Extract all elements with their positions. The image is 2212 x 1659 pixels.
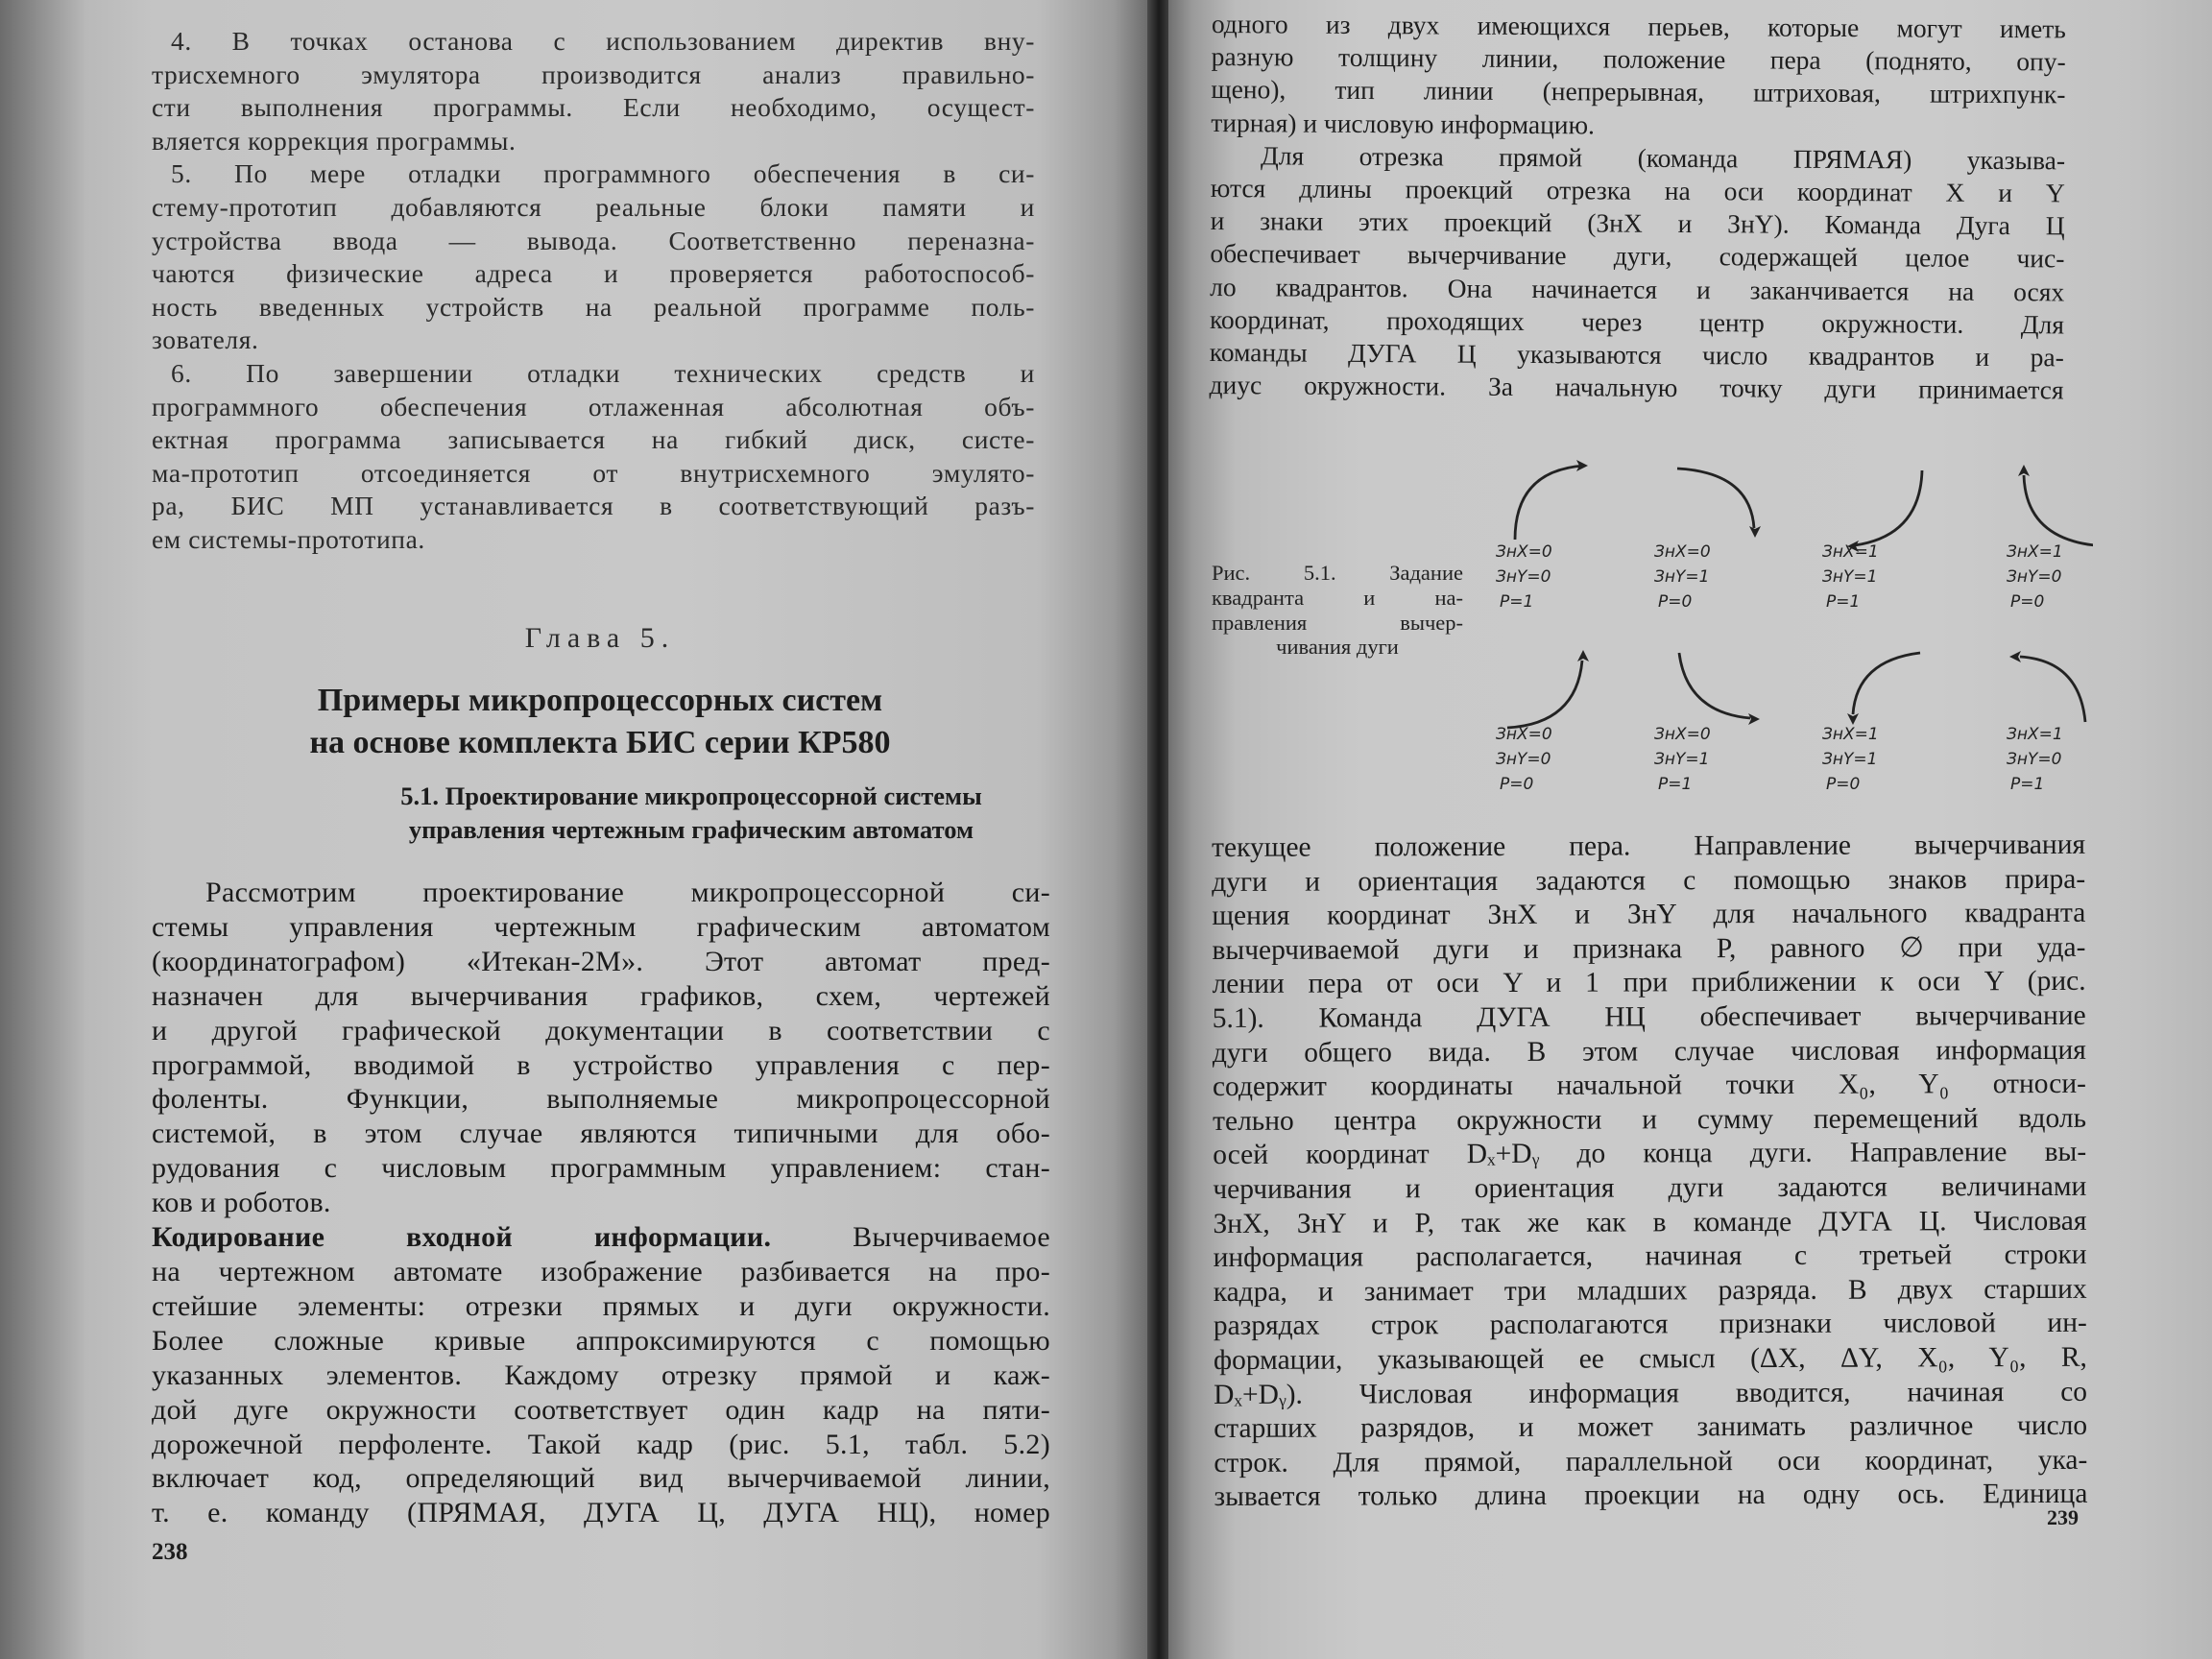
chapter-title-line: на основе комплекта БИС серии КР580 bbox=[309, 725, 891, 760]
arrowhead-icon bbox=[1577, 650, 1589, 661]
label-p: P=0 bbox=[1826, 775, 1861, 794]
arrowhead-icon bbox=[2009, 651, 2021, 662]
arc-curve bbox=[1855, 470, 1922, 545]
text-line: вляется коррекция программы. bbox=[152, 125, 517, 156]
right-bottom-text bbox=[1212, 829, 2087, 1515]
paragraph-step-5 bbox=[152, 157, 1035, 357]
text-line: вычерчиваемой дуги и признака P, равного ∅ при уда- bbox=[1212, 931, 2086, 966]
chapter-title bbox=[0, 680, 1200, 764]
chapter-label: Глава 5. bbox=[524, 622, 676, 654]
text-line: 4. В точках останова с использованием директив вну- bbox=[171, 26, 1035, 56]
text-line: стейшие элементы: отрезки прямых и дуги окружности. bbox=[152, 1289, 1050, 1322]
text-line bbox=[152, 1220, 1050, 1255]
text-line: стемы управления чертежным графическим автоматом bbox=[152, 910, 1050, 943]
text-line: назначен для вычерчивания графиков, схем, чертежей bbox=[152, 979, 1050, 1012]
text-line: 6. По завершении отладки технических средств и bbox=[171, 357, 1035, 388]
text-line: команды ДУГА Ц указываются число квадрантов и ра- bbox=[1209, 337, 2064, 373]
caption-line: чивания дуги bbox=[1276, 635, 1399, 660]
text-line: лении пера от оси Y и 1 при приближении к оси Y (рис. bbox=[1212, 966, 2086, 1000]
label-zny: ЗнY=0 bbox=[1496, 567, 1551, 587]
label-p: P=1 bbox=[1500, 592, 1534, 612]
text-line: фоленты. Функции, выполняемые микропроцессорной bbox=[152, 1083, 1050, 1116]
arc-curve bbox=[2024, 475, 2093, 545]
figure-caption bbox=[1212, 561, 1463, 660]
text-line: текущее положение пера. Направление вычерчивания bbox=[1212, 829, 2086, 863]
arrowhead-icon bbox=[1847, 713, 1859, 725]
text-line: щения координат ЗнX и ЗнY для начального квадранта bbox=[1212, 898, 2086, 932]
figure-cell bbox=[2007, 465, 2093, 612]
label-p: P=1 bbox=[2010, 775, 2045, 794]
label-zny: ЗнY=1 bbox=[1654, 750, 1710, 769]
text-line: программного обеспечения отлаженная абсолютная объ- bbox=[152, 391, 1035, 421]
text-line: строк. Для прямой, параллельной оси координат, ука- bbox=[1214, 1444, 2088, 1479]
chapter-title-line: Примеры микропроцессорных систем bbox=[317, 683, 883, 718]
text-line: обеспечивает вычерчивание дуги, содержащей целое чис- bbox=[1210, 238, 2065, 274]
label-zny: ЗнY=0 bbox=[2007, 750, 2062, 769]
text-line: дорожечной перфоленте. Такой кадр (рис. 5.1, табл. 5.2) bbox=[152, 1428, 1050, 1460]
text-line: т. е. команду (ПРЯМАЯ, ДУГА Ц, ДУГА НЦ), номер bbox=[152, 1497, 1050, 1529]
arc-curve bbox=[2020, 657, 2085, 722]
right-top-text bbox=[1209, 8, 2065, 407]
text-line: и знаки этих проекций (ЗнX и ЗнY). Команда Дуга Ц bbox=[1210, 205, 2065, 241]
text-line: тельно центра окружности и сумму перемещений вдоль bbox=[1212, 1102, 2087, 1137]
figure-cell bbox=[1496, 460, 1588, 612]
section-title-line: управления чертежным графическим автоматом bbox=[408, 815, 974, 844]
text-line: зывается только длина проекции на одну ось. Единица bbox=[1214, 1479, 2088, 1513]
label-zny: ЗнY=1 bbox=[1822, 750, 1878, 769]
text-line: информация располагается, начиная с третьей строки bbox=[1213, 1238, 2087, 1274]
text-line: разную толщину линии, положение пера (поднято, опу- bbox=[1211, 41, 2066, 77]
text-line: Более сложные кривые аппроксимируются с помощью bbox=[152, 1324, 1050, 1357]
figure-cell bbox=[1654, 469, 1761, 612]
figure-cell bbox=[1822, 653, 1920, 794]
text-line: ма-прототип отсоединяется от внутрисхемного эмулято- bbox=[152, 457, 1035, 488]
arrowhead-icon bbox=[2018, 465, 2030, 476]
label-zny: ЗнY=1 bbox=[1822, 567, 1878, 587]
text-line: 5.1). Команда ДУГА НЦ обеспечивает вычерчивание bbox=[1212, 999, 2086, 1034]
text-line: сти выполнения программы. Если необходимо, осущест- bbox=[152, 92, 1035, 123]
caption-line: Рис. 5.1. Задание bbox=[1212, 561, 1463, 585]
label-p: P=1 bbox=[1826, 592, 1861, 612]
text-line: Dₓ+Dᵧ). Числовая информация вводится, начиная со bbox=[1213, 1376, 2088, 1410]
left-body-text bbox=[152, 876, 1050, 1530]
paragraph-intro bbox=[152, 876, 1050, 1220]
text-line: устройства ввода — вывода. Соответственно переназна- bbox=[152, 225, 1035, 255]
page-number-left: 238 bbox=[152, 1539, 188, 1565]
text-line: ектная программа записывается на гибкий диск, систе- bbox=[152, 424, 1035, 455]
text-line: системой, в этом случае являются типичными для обо- bbox=[152, 1118, 1050, 1150]
label-zny: ЗнY=0 bbox=[2007, 567, 2062, 587]
label-znx: ЗнX=0 bbox=[1654, 725, 1711, 744]
text-line: ЗнX, ЗнY и P, так же как в команде ДУГА Ц. Числовая bbox=[1213, 1205, 2087, 1239]
coding-heading-rest: Вычерчиваемое bbox=[771, 1221, 1050, 1254]
label-p: P=1 bbox=[1658, 775, 1693, 794]
label-znx: ЗнX=1 bbox=[2007, 542, 2063, 562]
caption-line: квадранта и на- bbox=[1212, 585, 1463, 610]
caption-line: правления вычер- bbox=[1212, 610, 1463, 635]
text-line: кадра, и занимает три младших разряда. В двух старших bbox=[1213, 1273, 2087, 1308]
label-znx: ЗнX=0 bbox=[1496, 542, 1552, 562]
text-line: чаются физические адреса и проверяется работоспособ- bbox=[152, 258, 1035, 289]
coding-heading: Кодирование входной информации. bbox=[152, 1221, 772, 1254]
arc-direction-figure bbox=[1479, 442, 2093, 816]
text-line: указанных элементов. Каждому отрезку прямой и каж- bbox=[152, 1358, 1050, 1391]
label-znx: ЗнX=0 bbox=[1654, 542, 1711, 562]
text-line: Рассмотрим проектирование микропроцессорной си- bbox=[205, 877, 1050, 908]
text-line: включает код, определяющий вид вычерчиваемой линии, bbox=[152, 1462, 1050, 1495]
paragraph-coding bbox=[152, 1220, 1050, 1530]
text-line: щено), тип линии (непрерывная, штриховая, штрихпунк- bbox=[1211, 74, 2066, 109]
label-p: P=0 bbox=[1500, 775, 1534, 794]
text-line: дуги и ориентация задаются с помощью знаков прира- bbox=[1212, 863, 2086, 898]
text-line: ра, БИС МП устанавливается в соответствующий разъ- bbox=[152, 491, 1035, 521]
arc-curve bbox=[1853, 653, 1920, 714]
text-line: содержит координаты начальной точки X₀, Y₀ относи- bbox=[1212, 1068, 2086, 1103]
text-line: тирная) и числовую информацию. bbox=[1211, 107, 1596, 140]
text-line: координат, проходящих через центр окружности. Для bbox=[1209, 303, 2065, 340]
text-line: 5. По мере отладки программного обеспечения в си- bbox=[171, 158, 1035, 189]
text-line: рудования с числовым программным управлением: стан- bbox=[152, 1152, 1050, 1185]
left-top-paragraphs bbox=[152, 25, 1035, 557]
label-zny: ЗнY=0 bbox=[1496, 750, 1551, 769]
arc-curve bbox=[1507, 661, 1582, 728]
page-number-right: 239 bbox=[2047, 1505, 2079, 1529]
arc-curve bbox=[1515, 466, 1584, 540]
arc-curve bbox=[1677, 469, 1754, 528]
figure-cell bbox=[2007, 651, 2085, 794]
section-title bbox=[144, 780, 1238, 847]
text-line: (координатографом) «Итекан-2М». Этот автомат пред- bbox=[152, 945, 1050, 977]
text-line: ются длины проекций отрезка на оси координат X и Y bbox=[1210, 173, 2065, 208]
section-title-line: 5.1. Проектирование микропроцессорной системы bbox=[400, 781, 982, 810]
label-p: P=0 bbox=[2010, 592, 2045, 612]
text-line: ем системы-прототипа. bbox=[152, 523, 425, 554]
figure-cell bbox=[1496, 650, 1589, 794]
label-zny: ЗнY=1 bbox=[1654, 567, 1710, 587]
text-line: Для отрезка прямой (команда ПРЯМАЯ) указыва- bbox=[1260, 140, 2066, 176]
text-line: черчивания и ориентация дуги задаются величинами bbox=[1213, 1170, 2087, 1205]
text-line: на чертежном автомате изображение разбивается на про- bbox=[152, 1255, 1050, 1287]
text-line: трисхемного эмулятора производится анализ правильно- bbox=[152, 59, 1035, 89]
label-znx: ЗнX=1 bbox=[1822, 542, 1879, 562]
text-line: одного из двух имеющихся перьев, которые могут иметь bbox=[1211, 8, 2066, 44]
text-line: дуги общего вида. В этом случае числовая информация bbox=[1212, 1034, 2086, 1069]
text-line: разрядах строк располагаются признаки числовой ин- bbox=[1213, 1308, 2087, 1342]
text-line: стему-прототип добавляются реальные блоки памяти и bbox=[152, 191, 1035, 222]
text-line: дой дуге окружности соответствует один кадр на пяти- bbox=[152, 1393, 1050, 1426]
paragraph-step-6 bbox=[152, 357, 1035, 557]
text-line: формации, указывающей ее смысл (ΔX, ΔY, X₀, Y₀, R, bbox=[1213, 1341, 2087, 1376]
label-znx: ЗнX=0 bbox=[1496, 725, 1552, 744]
text-line: зователя. bbox=[152, 325, 259, 355]
text-line: старших разрядов, и может занимать различное число bbox=[1214, 1409, 2088, 1445]
text-line: программой, вводимой в устройство управления с пер- bbox=[152, 1048, 1050, 1081]
paragraph-step-4 bbox=[152, 25, 1035, 157]
arc-curve bbox=[1679, 653, 1750, 718]
text-line: ков и роботов. bbox=[152, 1187, 331, 1219]
text-line: диус окружности. За начальную точку дуги принимается bbox=[1209, 370, 2064, 405]
label-znx: ЗнX=1 bbox=[1822, 725, 1879, 744]
label-p: P=0 bbox=[1658, 592, 1693, 612]
label-znx: ЗнX=1 bbox=[2007, 725, 2063, 744]
text-line: ность введенных устройств на реальной программе поль- bbox=[152, 291, 1035, 322]
text-line: ло квадрантов. Она начинается и заканчивается на осях bbox=[1210, 271, 2065, 307]
figure-cell bbox=[1654, 653, 1760, 794]
text-line: и другой графической документации в соответствии с bbox=[152, 1014, 1050, 1046]
text-line: осей координат Dₓ+Dᵧ до конца дуги. Направление вы- bbox=[1213, 1137, 2087, 1171]
figure-cell bbox=[1822, 470, 1922, 612]
